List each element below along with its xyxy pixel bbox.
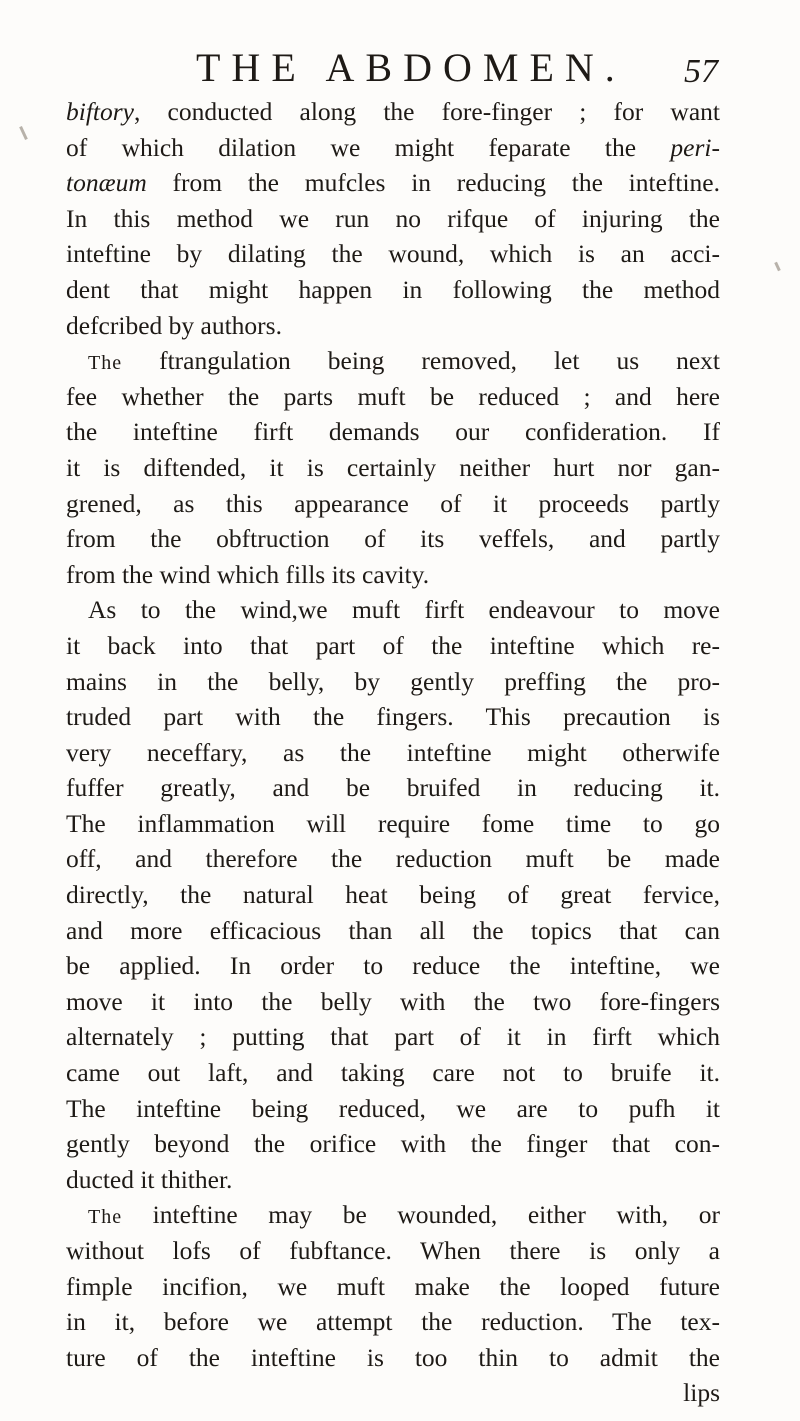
text-segment: inteftine may be wounded, either with, or	[122, 1200, 720, 1230]
text-line	[66, 984, 720, 1020]
text-line	[66, 1019, 720, 1055]
text-segment: the inteftine firft demands our confideration. If	[66, 417, 720, 447]
text-segment: defcribed by authors.	[66, 310, 282, 340]
text-segment: and more efficacious than all the topics that can	[66, 915, 720, 945]
text-segment: truded part with the fingers. This precaution is	[66, 702, 720, 732]
margin-speck	[774, 262, 781, 271]
text-segment: mains in the belly, by gently preffing the pro-	[66, 666, 720, 696]
italic-word: tonæum	[66, 168, 147, 198]
text-segment: ducted it thither.	[66, 1164, 233, 1194]
text-line	[66, 1197, 720, 1233]
text-segment: ftrangulation being removed, let us next	[122, 346, 720, 376]
text-line	[66, 1233, 720, 1269]
text-line	[66, 557, 720, 593]
text-segment: very neceffary, as the inteftine might otherwife	[66, 737, 720, 767]
text-line	[66, 201, 720, 237]
text-segment: fuffer greatly, and be bruifed in reducing it.	[66, 773, 720, 803]
text-line	[66, 165, 720, 201]
text-segment: fimple incifion, we muft make the looped future	[66, 1271, 720, 1301]
text-segment: from the mufcles in reducing the inteftine.	[146, 168, 720, 198]
text-segment: The inflammation will require fome time to go	[66, 808, 720, 838]
text-line	[66, 450, 720, 486]
page-header	[66, 42, 718, 94]
text-segment: from the wind which fills its cavity.	[66, 559, 430, 589]
text-line	[66, 948, 720, 984]
text-line	[66, 521, 720, 557]
running-head: THE ABDOMEN.	[196, 45, 626, 90]
text-line	[66, 94, 720, 130]
text-line	[66, 343, 720, 379]
text-line	[66, 664, 720, 700]
text-line	[66, 272, 720, 308]
text-line	[66, 770, 720, 806]
text-line	[66, 1091, 720, 1127]
text-line	[66, 1269, 720, 1305]
text-segment: from the obftruction of its veffels, and partly	[66, 524, 720, 554]
text-segment: lips	[683, 1378, 720, 1408]
text-line	[66, 486, 720, 522]
body-text	[66, 94, 720, 1411]
text-line	[66, 308, 720, 344]
text-line	[66, 735, 720, 771]
text-line	[66, 236, 720, 272]
text-segment: without lofs of fubftance. When there is only a	[66, 1236, 720, 1265]
margin-speck	[19, 126, 28, 140]
text-segment: of which dilation we might feparate the	[66, 132, 671, 162]
text-line	[66, 1340, 720, 1376]
text-line	[66, 699, 720, 735]
text-line	[66, 628, 720, 664]
text-segment: fee whether the parts muft be reduced ; and here	[66, 381, 720, 411]
text-segment: in it, before we attempt the reduction. The tex-	[66, 1307, 720, 1337]
text-line	[66, 806, 720, 842]
small-caps-word: The	[88, 1206, 123, 1229]
text-line	[66, 1375, 720, 1411]
text-segment: directly, the natural heat being of great fervice,	[66, 880, 720, 910]
text-line	[66, 592, 720, 628]
italic-word: biftory	[66, 97, 134, 126]
text-line	[66, 1162, 720, 1198]
small-caps-word: The	[88, 352, 123, 375]
text-segment: came out laft, and taking care not to bruife it.	[66, 1058, 720, 1088]
text-line	[66, 877, 720, 913]
text-line	[66, 1055, 720, 1091]
text-segment: be applied. In order to reduce the inteftine, we	[66, 951, 720, 981]
text-segment: alternately ; putting that part of it in firft which	[66, 1022, 720, 1052]
text-segment: , conducted along the fore-finger ; for want	[134, 97, 720, 126]
text-segment: inteftine by dilating the wound, which is an acci-	[66, 239, 720, 269]
text-segment: it is diftended, it is certainly neither hurt nor gan-	[66, 452, 720, 482]
text-line	[66, 414, 720, 450]
text-segment: gently beyond the orifice with the finger that con-	[66, 1129, 720, 1159]
text-line	[66, 379, 720, 415]
text-segment: move it into the belly with the two fore-fingers	[66, 986, 720, 1016]
italic-word: peri-	[670, 132, 720, 162]
text-line	[66, 1126, 720, 1162]
text-segment: In this method we run no rifque of injuring the	[66, 203, 720, 233]
text-segment: The inteftine being reduced, we are to pufh it	[66, 1093, 720, 1123]
text-segment: dent that might happen in following the method	[66, 274, 720, 304]
text-segment: off, and therefore the reduction muft be made	[66, 844, 720, 874]
text-segment: As to the wind,we muft firft endeavour to move	[88, 595, 720, 625]
text-segment: grened, as this appearance of it proceeds partly	[66, 488, 720, 518]
page-number: 57	[684, 53, 718, 90]
text-line	[66, 913, 720, 949]
text-line	[66, 1304, 720, 1340]
text-line	[66, 130, 720, 166]
text-segment: ture of the inteftine is too thin to admit the	[66, 1342, 720, 1372]
text-segment: it back into that part of the inteftine which re-	[66, 630, 720, 660]
text-line	[66, 841, 720, 877]
